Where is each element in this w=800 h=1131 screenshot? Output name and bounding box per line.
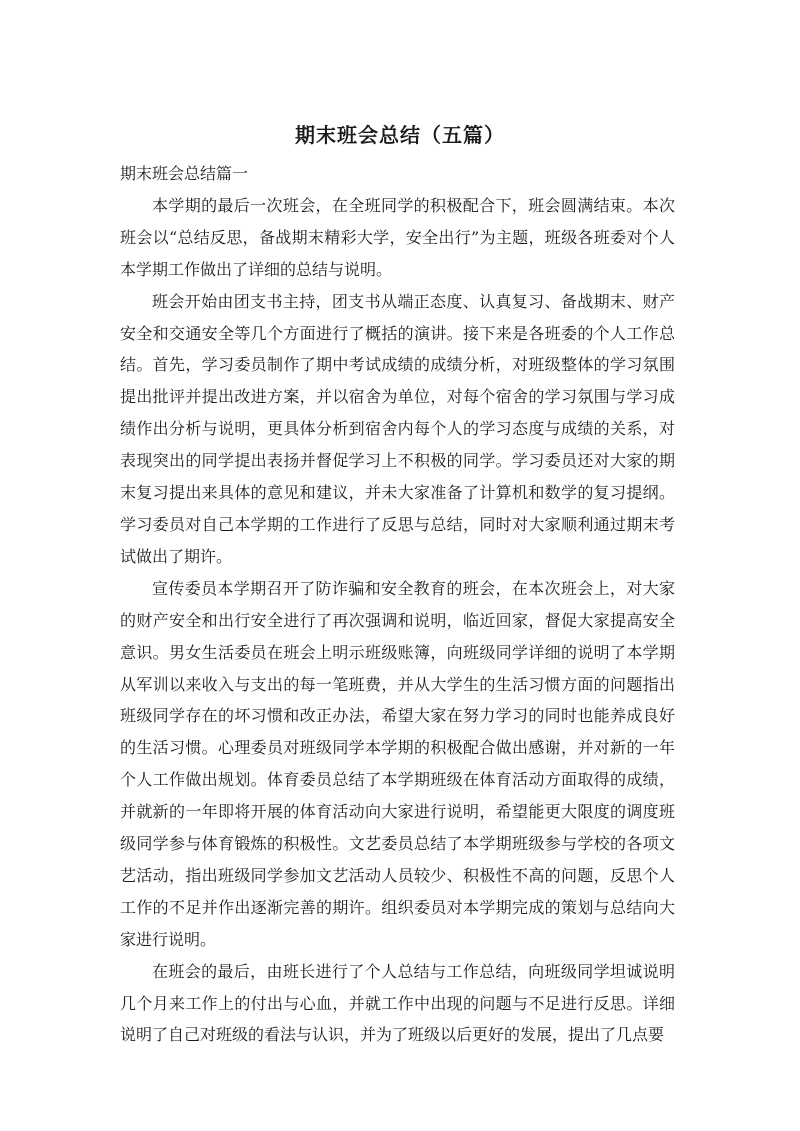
paragraph-1: 本学期的最后一次班会，在全班同学的积极配合下，班会圆满结束。本次班会以“总结反思，备战期末精彩大学，安全出行”为主题，班级各班委对个人本学期工作做出了详细的总结与说明。 <box>120 195 675 279</box>
document-title: 期末班会总结（五篇） <box>295 123 505 147</box>
document-body <box>120 158 675 1051</box>
paragraph-4: 在班会的最后，由班长进行了个人总结与工作总结，向班级同学坦诚说明几个月来工作上的付出与心血，并就工作中出现的问题与不足进行反思。详细说明了自己对班级的看法与认识，并为了班级以后更好的发展，提出了几点要 <box>120 961 675 1045</box>
section-heading: 期末班会总结篇一 <box>120 164 249 183</box>
paragraph-3: 宣传委员本学期召开了防诈骗和安全教育的班会，在本次班会上，对大家的财产安全和出行安全进行了再次强调和说明，临近回家，督促大家提高安全意识。男女生活委员在班会上明示班级账簿，向班级同学详细的说明了本学期从军训以来收入与支出的每一笔班费，并从大学生的生活习惯方面的问题指出班级同学存在的坏习惯和改正办法，希望大家在努力学习的同时也能养成良好的生活习惯。心理委员对班级同学本学期的积极配合做出感谢，并对新的一年个人工作做出规划。体育委员总结了本学期班级在体育活动方面取得的成绩，并就新的一年即将开展的体育活动向大家进行说明，希望能更大限度的调度班级同学参与体育锻炼的积极性。文艺委员总结了本学期班级参与学校的各项文艺活动，指出班级同学参加文艺活动人员较少、积极性不高的问题，反思个人工作的不足并作出逐渐完善的期许。组织委员对本学期完成的策划与总结向大家进行说明。 <box>120 578 675 949</box>
paragraph-2: 班会开始由团支书主持，团支书从端正态度、认真复习、备战期末、财产安全和交通安全等几个方面进行了概括的演讲。接下来是各班委的个人工作总结。首先，学习委员制作了期中考试成绩的成绩分析，对班级整体的学习氛围提出批评并提出改进方案，并以宿舍为单位，对每个宿舍的学习氛围与学习成绩作出分析与说明，更具体分析到宿舍内每个人的学习态度与成绩的关系，对表现突出的同学提出表扬并督促学习上不积极的同学。学习委员还对大家的期末复习提出来具体的意见和建议，并未大家准备了计算机和数学的复习提纲。学习委员对自己本学期的工作进行了反思与总结，同时对大家顺利通过期末考试做出了期许。 <box>120 291 675 566</box>
